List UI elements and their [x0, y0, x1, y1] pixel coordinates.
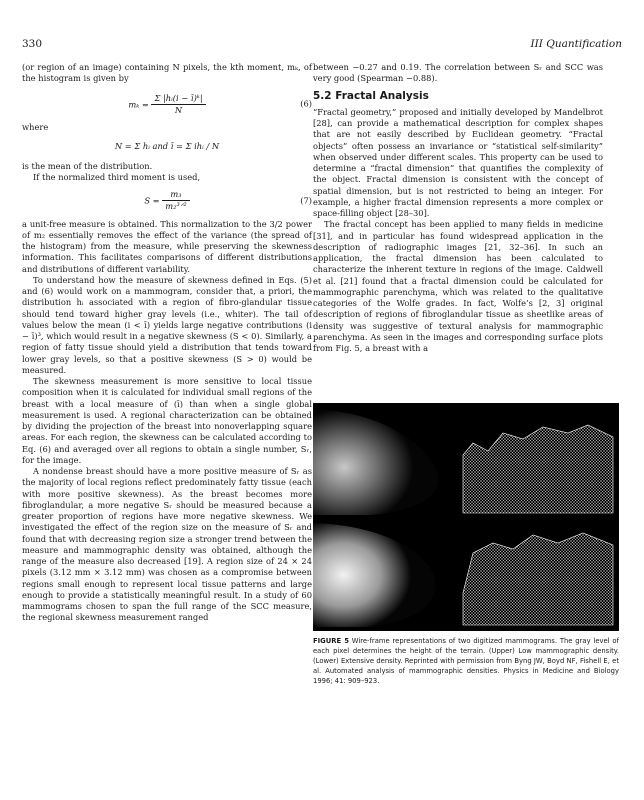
page-number: 330 [22, 38, 43, 50]
paragraph: To understand how the measure of skewness defined in Eqs. (5) and (6) would work on a mammogram, consider that, a priori, the distribution hᵢ associated with a region of fibro-glandular tissue should tend toward higher gray levels (i.e., whiter). The tail of values below the mean (i < ī) yields large negative contributions (i − ī)³, which would result in a negative skewness (S < 0). Similarly, a region of fatty tissue should yield a distribution that tends toward lower gray levels, so that a positive skewness (S > 0) would be measured. [22, 274, 312, 375]
section-heading: 5.2 Fractal Analysis [313, 89, 429, 102]
eq7-fraction [162, 189, 189, 213]
equation-7 [22, 189, 312, 213]
eq7-numerator: m₃ [162, 189, 189, 201]
eq7-denominator: m₂³ᐟ² [165, 201, 187, 212]
eq6-lhs: mₖ = [128, 98, 149, 109]
eq7-lhs: S = [144, 195, 160, 206]
paragraph: A nondense breast should have a more positive measure of Sᵣ as the majority of local regions reflect predominately fatty tissue (each with more positive skewness). As the breast becomes more fibroglandular, a more negative Sᵣ should be measured because a greater proportion of regions have more negative skewness. We investigated the effect of the region size on the measure of Sᵣ and found that with decreasing region size a stronger trend between the measure and mammographic density was obtained, although the range of the measure also decreased [19]. A region size of 24 × 24 pixels (3.12 mm × 3.12 mm) was chosen as a compromise between regions small enough to represent local tissue patterns and large enough to provide a statistically meaningful result. In a study of 60 mammograms chosen to span the full range of the SCC measure, the regional skewness measurement ranged [22, 466, 312, 623]
equation-number: (6) [300, 98, 312, 109]
equation-6 [22, 93, 312, 117]
paragraph: where [22, 122, 49, 132]
paragraph: is the mean of the distribution. [22, 160, 153, 171]
paragraph: The skewness measurement is more sensitive to local tissue composition when it is calculated for individual small regions of the breast with a local measure of (ī) than when a single global measurement is used. A regional characterization can be obtained by dividing the projection of the breast into nonoverlapping square areas. For each region, the skewness can be calculated according to Eq. (6) and averaged over all regions to obtain a single number, Sᵣ, for the image. [22, 376, 312, 465]
paragraph: “Fractal geometry,” proposed and initially developed by Mandelbrot [28], can provide a mathematical description for complex shapes that are not easily described by Euclidean geometry. “Fractal objects” often possess an invariance or “statistical self-similarity” when observed under different scales. This property can be used to determine a “fractal dimension” that quantifies the complexity of the object. Fractal dimension is consistent with the concept of spatial dimension, but is not restricted to being an integer. For example, a higher fractal dimension represents a more complex or space-filling object [28–30]. [313, 106, 603, 218]
equation-n-mean [22, 141, 312, 152]
lower-wireframe [463, 533, 613, 625]
figure-caption [313, 636, 619, 686]
running-header: III Quantification [530, 38, 622, 50]
paragraph: between −0.27 and 0.19. The correlation between Sᵣ and SCC was very good (Spearman −0.88). [313, 62, 603, 84]
left-column [22, 62, 312, 624]
eq-n-text: N = Σ hᵢ and ī = Σ ihᵢ / N [114, 141, 220, 152]
figure-5-image [313, 403, 619, 631]
eq6-numerator: Σ |hᵢ(i − ī)ᵏ| [151, 93, 205, 105]
mammogram-figure [313, 403, 619, 631]
paragraph: The fractal concept has been applied to many fields in medicine [31], and in particular has found widespread application in the description of radiographic images [21, 32–36]. In such an application, the fractal dimension has been calculated to characterize the inherent texture in regions of the image. Caldwell et al. [21] found that a fractal dimension could be calculated for mammographic parenchyma, which was related to the qualitative categories of the Wolfe grades. In fact, Wolfe’s [2, 3] original description of regions of fibroglandular tissue as sheetlike areas of density was suggestive of textural analysis for mammographic parenchyma. As seen in the images and corresponding surface plots from Fig. 5, a breast with a [313, 219, 603, 353]
eq6-denominator: N [174, 104, 183, 115]
figure-label: FIGURE 5 [313, 637, 349, 645]
caption-text: Wire-frame representations of two digitized mammograms. The gray level of each pixel determines the height of the terrain. (Upper) Low mammographic density. (Lower) Extensive density. Reprinted with permission from Byng JW, Boyd NF, Fishell E, et al. Automated analysis of mammographic densities. Physics in Medicine and Biology 1996; 41: 909–923. [313, 637, 619, 685]
paragraph: (or region of an image) containing N pixels, the kth moment, mₖ, of the histogram is given by [22, 62, 312, 84]
paragraph: a unit-free measure is obtained. This normalization to the 3/2 power of m₂ essentially removes the effect of the variance (the spread of the histogram) from the measure, while preserving the skewness information. This facilitates comparisons of different distributions and distributions of different variability. [22, 218, 312, 274]
equation-number: (7) [300, 195, 312, 206]
right-column [313, 62, 603, 354]
paragraph: If the normalized third moment is used, [33, 171, 201, 182]
eq6-fraction [151, 93, 205, 117]
